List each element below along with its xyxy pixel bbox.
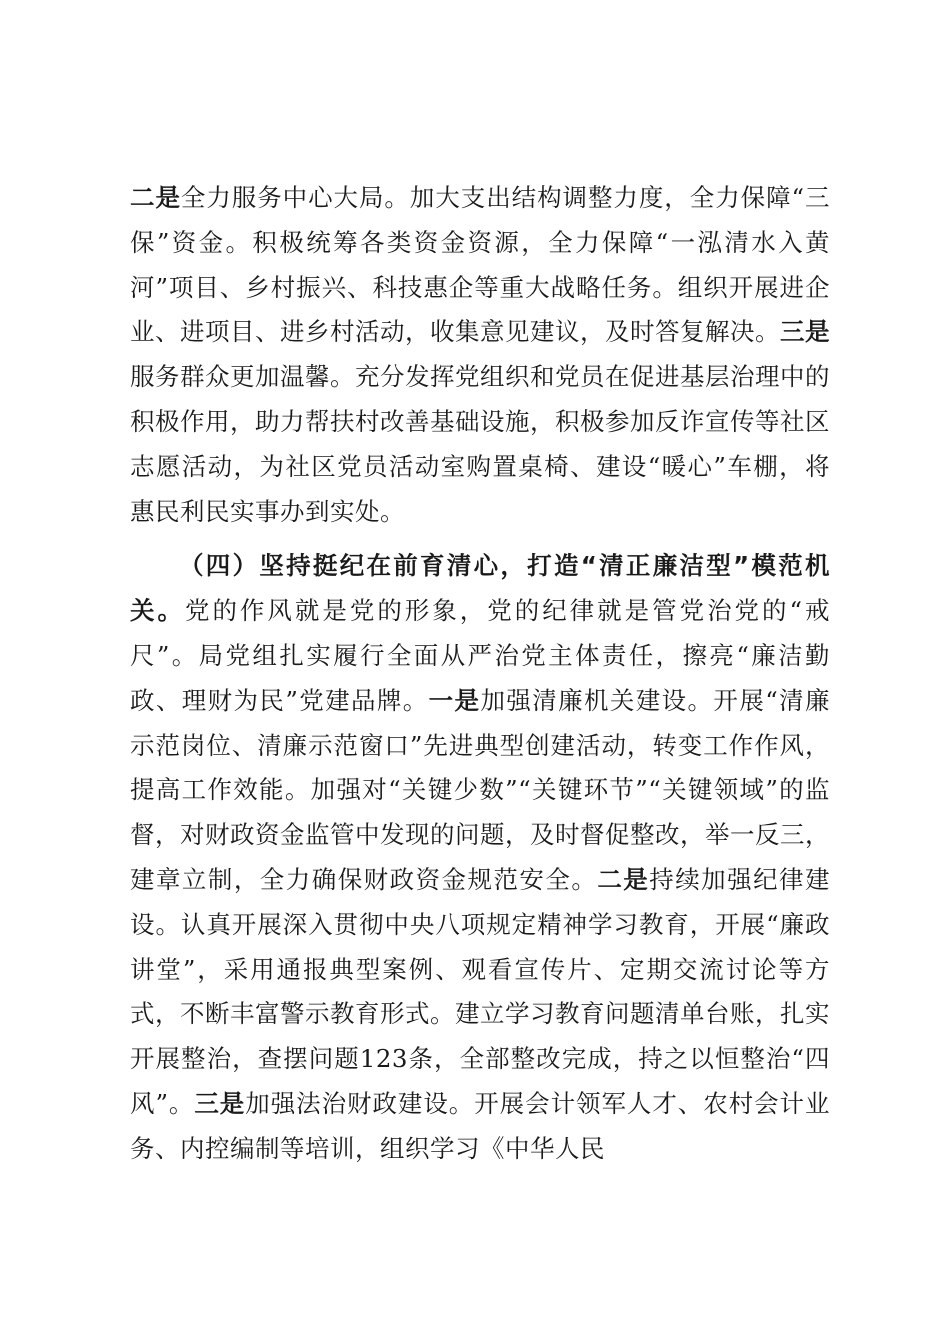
paragraph-text: 加强清廉机关建设。开展“清廉示范岗位、清廉示范窗口”先进典型创建活动，转变工作作风，提高工作效能。加强对“关键少数”“关键环节”“关键领域”的监督，对财政资金监管中发现的问题，及时督促整改，举一反三，建章立制，全力确保财政资金规范安全。: [130, 685, 831, 894]
section-heading: （四）坚持挺纪在前育清心，打造“清正廉洁型”模范机关。: [130, 551, 830, 626]
lead-san-shi: 三是: [194, 1088, 246, 1118]
lead-er-shi: 二是: [597, 864, 650, 894]
lead-er-shi: 二是: [130, 183, 181, 212]
paragraph-text: 持续加强纪律建设。认真开展深入贯彻中央八项规定精神学习教育，开展“廉政讲堂”，采用通报典型案例、观看宣传片、定期交流讨论等方式，不断丰富警示教育形式。建立学习教育问题清单台账，扎实开展整治，查摆问题123条，全部整改完成，持之以恒整治“四风”。: [130, 864, 831, 1118]
paragraph-text: 服务群众更加温馨。充分发挥党组织和党员在促进基层治理中的积极作用，助力帮扶村改善基础设施，积极参加反诈宣传等社区志愿活动，为社区党员活动室购置桌椅、建设“暖心”车棚，将惠民利民实事办到实处。: [130, 362, 830, 526]
document-body: [130, 176, 830, 1172]
lead-yi-shi: 一是: [428, 685, 481, 715]
paragraph-service: [130, 176, 830, 534]
paragraph-text: 党的作风就是党的形象，党的纪律就是管党治党的“戒尺”。局党组扎实履行全面从严治党主体责任，擦亮“廉洁勤政、理财为民”党建品牌。: [130, 596, 831, 715]
paragraph-text: 全力服务中心大局。加大支出结构调整力度，全力保障“三保”资金。积极统筹各类资金资源，全力保障“一泓清水入黄河”项目、乡村振兴、科技惠企等重大战略任务。组织开展进企业、进项目、进乡村活动，收集意见建议，及时答复解决。: [130, 183, 830, 347]
paragraph-text: 加强法治财政建设。开展会计领军人才、农村会计业务、内控编制等培训，组织学习《中华人民: [130, 1088, 830, 1163]
paragraph-discipline: [130, 544, 830, 1171]
lead-san-shi: 三是: [780, 317, 830, 347]
